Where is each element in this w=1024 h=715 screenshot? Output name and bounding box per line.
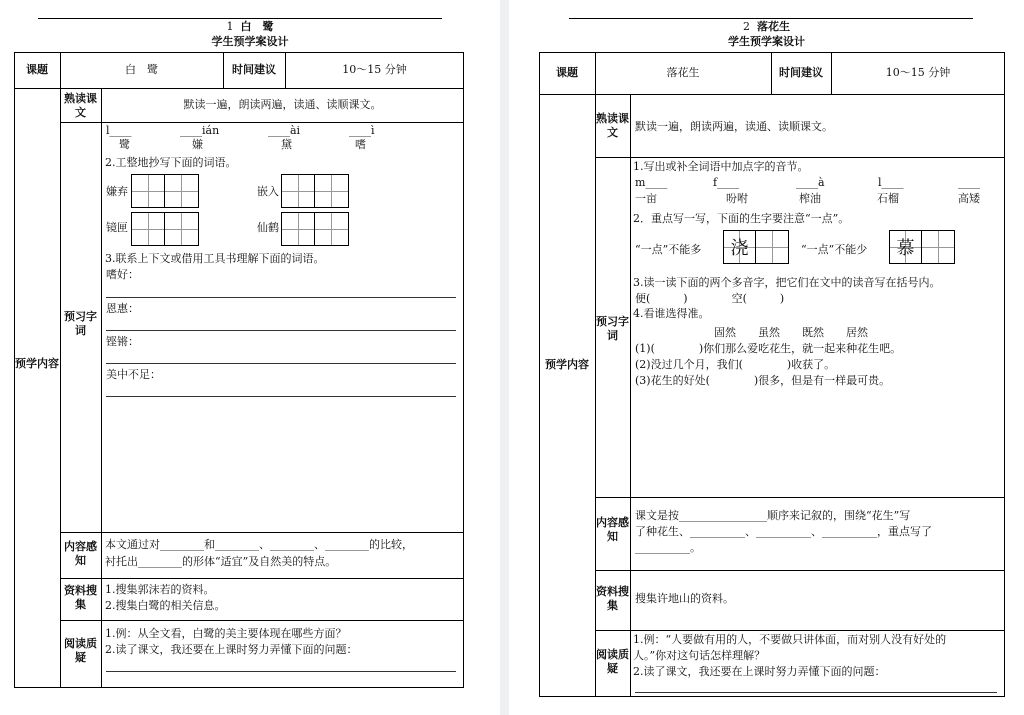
time-label: 时间建议 bbox=[232, 63, 276, 76]
content-label: 内容感知 bbox=[596, 516, 629, 543]
content-line-1: 本文通过对________和________、________、________的比较， bbox=[105, 538, 413, 551]
q3-text: 3.联系上下文或借用工具书理解下面的词语。 bbox=[105, 252, 325, 265]
char-grid-less[interactable] bbox=[889, 230, 955, 264]
question-label: 阅读质疑 bbox=[64, 637, 97, 664]
material-1: 1.搜集郭沫若的资料。 bbox=[105, 583, 215, 596]
content-label: 内容感知 bbox=[64, 540, 97, 567]
question-1: 1.例：从全文看，白鹭的美主要体现在哪些方面？ bbox=[105, 627, 347, 640]
pinyin-2: f____ bbox=[713, 176, 740, 189]
pinyin-3: ____à bbox=[796, 176, 825, 189]
page-gap bbox=[500, 0, 509, 715]
topic-label: 课题 bbox=[556, 66, 578, 79]
left-worksheet-page bbox=[0, 0, 500, 715]
answer-line[interactable] bbox=[106, 396, 456, 397]
worksheet-subtitle: 学生预学案设计 bbox=[728, 35, 805, 48]
pinyin-1: m____ bbox=[635, 176, 668, 189]
pinyin-2: ____ián bbox=[180, 124, 220, 137]
answer-line[interactable] bbox=[106, 363, 456, 364]
material-label: 资料搜集 bbox=[64, 584, 97, 611]
lesson-name: 白 鹭 bbox=[240, 20, 274, 33]
words-label: 预习字词 bbox=[64, 310, 97, 337]
char-1: 鹭 bbox=[119, 138, 130, 151]
word-4: 石榴 bbox=[877, 192, 899, 205]
fill-1: (1)( )你们那么爱吃花生，就一起来种花生吧。 bbox=[635, 342, 902, 355]
section-label: 预学内容 bbox=[545, 358, 589, 371]
copy-grid-1[interactable] bbox=[131, 174, 199, 208]
vocab-3: 铿锵： bbox=[106, 335, 139, 348]
material-1: 搜集许地山的资料。 bbox=[635, 592, 734, 605]
q2-text: 2．重点写一写，下面的生字要注意“一点”。 bbox=[633, 212, 850, 225]
question-1a: 1.例：“人要做有用的人，不要做只讲体面，而对别人没有好处的 bbox=[633, 633, 947, 646]
copy-grid-3[interactable] bbox=[131, 212, 199, 246]
title-rule bbox=[38, 18, 442, 19]
content-line-2: 了种花生、__________、__________、__________，重点写了 bbox=[635, 525, 932, 538]
question-2: 2.读了课文，我还要在上课时努力弄懂下面的问题： bbox=[633, 665, 886, 678]
word-5: 高矮 bbox=[958, 192, 980, 205]
title-rule bbox=[569, 18, 973, 19]
lesson-title bbox=[0, 20, 500, 34]
dot-more-label: “一点”不能多 bbox=[635, 243, 702, 256]
question-label: 阅读质疑 bbox=[596, 648, 629, 675]
vocab-4: 美中不足： bbox=[106, 368, 161, 381]
question-1b: 人。”你对这句话怎样理解？ bbox=[633, 649, 766, 662]
choices: 固然 虽然 既然 居然 bbox=[714, 326, 868, 339]
q2-text: 2.工整地抄写下面的词语。 bbox=[105, 156, 237, 169]
content-line-1: 课文是按________________顺序来记叙的，围绕“花生”写 bbox=[635, 509, 911, 522]
topic-value: 白 鹭 bbox=[125, 63, 158, 76]
question-2: 2.读了课文，我还要在上课时努力弄懂下面的问题： bbox=[105, 643, 358, 656]
material-label: 资料搜集 bbox=[596, 585, 629, 612]
copy-grid-2[interactable] bbox=[281, 174, 349, 208]
copy-grid-4[interactable] bbox=[281, 212, 349, 246]
fill-3: (3)花生的好处( )很多，但是有一样最可贵。 bbox=[635, 374, 891, 387]
dot-less-label: “一点”不能少 bbox=[801, 243, 868, 256]
answer-line[interactable] bbox=[106, 671, 456, 672]
char-3: 黛 bbox=[281, 138, 292, 151]
section-label: 预学内容 bbox=[15, 357, 59, 370]
material-2: 2.搜集白鹭的相关信息。 bbox=[105, 599, 226, 612]
copy-word-3: 镜匣 bbox=[106, 221, 128, 234]
copy-word-4: 仙鹤 bbox=[257, 221, 279, 234]
lesson-name: 落花生 bbox=[757, 20, 790, 33]
char-less: 慕 bbox=[896, 238, 915, 259]
fill-2: (2)没过几个月，我们( )收获了。 bbox=[635, 358, 836, 371]
topic-label: 课题 bbox=[26, 63, 48, 76]
char-2: 嫌 bbox=[192, 138, 203, 151]
pinyin-3: ____ài bbox=[268, 124, 301, 137]
copy-word-2: 嵌入 bbox=[257, 185, 279, 198]
word-1: 一亩 bbox=[635, 192, 657, 205]
answer-line[interactable] bbox=[106, 330, 456, 331]
word-3: 榨油 bbox=[799, 192, 821, 205]
pinyin-1: l____ bbox=[106, 124, 132, 137]
q3-text: 3.读一读下面的两个多音字，把它们在文中的读音写在括号内。 bbox=[633, 276, 941, 289]
pinyin-4: ____ì bbox=[349, 124, 375, 137]
read-text: 默读一遍，朗读两遍，读通、读顺课文。 bbox=[635, 120, 833, 133]
char-more: 浇 bbox=[730, 238, 749, 259]
q3-words: 便( ) 空( ) bbox=[635, 292, 785, 305]
right-worksheet-page bbox=[509, 0, 1024, 715]
time-value: 10～15 分钟 bbox=[885, 66, 951, 79]
q4-text: 4.看谁选得准。 bbox=[633, 307, 710, 320]
answer-line[interactable] bbox=[106, 297, 456, 298]
q1-text: 1.写出或补全词语中加点字的音节。 bbox=[633, 160, 809, 173]
read-label: 熟读课文 bbox=[596, 112, 629, 139]
time-value: 10～15 分钟 bbox=[342, 63, 407, 76]
pinyin-4: l____ bbox=[878, 176, 904, 189]
char-4: 嗜 bbox=[355, 138, 366, 151]
words-label: 预习字词 bbox=[596, 315, 629, 342]
word-2: 吩咐 bbox=[726, 192, 748, 205]
copy-word-1: 嫌弃 bbox=[106, 185, 128, 198]
topic-value: 落花生 bbox=[666, 66, 700, 79]
time-label: 时间建议 bbox=[779, 66, 823, 79]
char-grid-more[interactable] bbox=[723, 230, 789, 264]
vocab-1: 嗜好： bbox=[106, 268, 139, 281]
read-label: 熟读课文 bbox=[64, 92, 97, 119]
content-line-2: 衬托出________的形体“适宜”及自然美的特点。 bbox=[105, 555, 337, 568]
lesson-number: 1 bbox=[226, 20, 234, 33]
lesson-title bbox=[509, 20, 1024, 34]
lesson-number: 2 bbox=[743, 20, 750, 33]
content-line-3: __________。 bbox=[635, 541, 701, 554]
worksheet-subtitle: 学生预学案设计 bbox=[211, 35, 289, 48]
pinyin-5: ____ bbox=[958, 176, 980, 189]
read-text: 默读一遍，朗读两遍，读通、读顺课文。 bbox=[183, 98, 382, 111]
vocab-2: 恩惠： bbox=[106, 302, 139, 315]
answer-line[interactable] bbox=[635, 692, 997, 693]
